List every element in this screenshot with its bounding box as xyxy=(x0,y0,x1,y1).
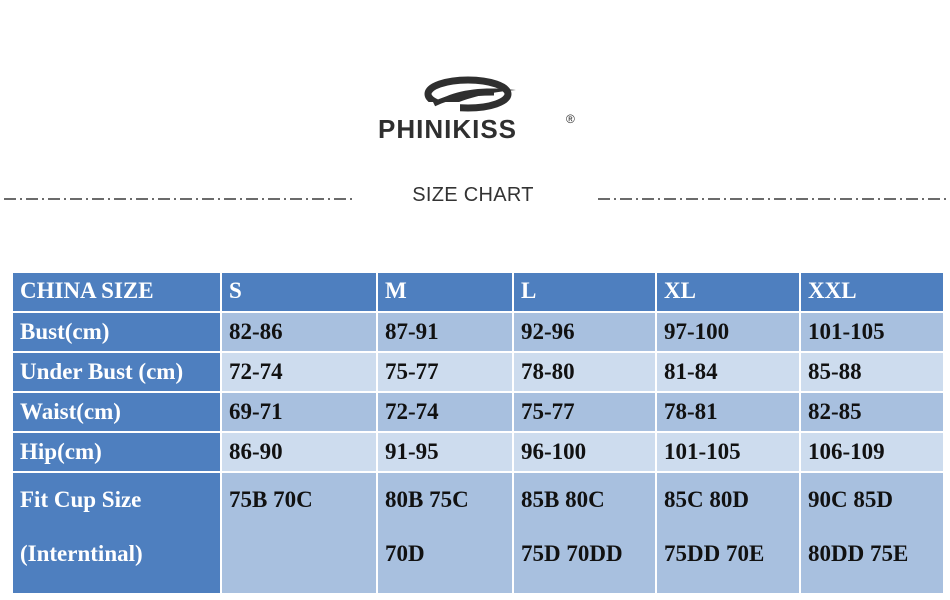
table-cell xyxy=(222,473,376,593)
row-label-waist: Waist(cm) xyxy=(13,393,220,431)
table-cell: 82-85 xyxy=(801,393,943,431)
header-cell-m: M xyxy=(378,273,512,311)
cup-size-line: 80B 75C xyxy=(385,487,469,512)
table-cell: 75-77 xyxy=(378,353,512,391)
table-cell: 101-105 xyxy=(657,433,799,471)
header-cell-xxl: XXL xyxy=(801,273,943,311)
table-cell: 72-74 xyxy=(222,353,376,391)
cup-size-line: 75B 70C xyxy=(229,487,313,512)
table-cell: 69-71 xyxy=(222,393,376,431)
table-cell: 78-80 xyxy=(514,353,655,391)
table-cell xyxy=(514,473,655,593)
row-label-line: (Interntinal) xyxy=(20,541,143,566)
table-cell xyxy=(801,473,943,593)
row-label-hip: Hip(cm) xyxy=(13,433,220,471)
table-cell: 106-109 xyxy=(801,433,943,471)
row-label-line: Fit Cup Size xyxy=(20,487,142,512)
table-cell: 91-95 xyxy=(378,433,512,471)
cup-size-line: 80DD 75E xyxy=(808,541,909,566)
table-cell: 75-77 xyxy=(514,393,655,431)
table-cell: 97-100 xyxy=(657,313,799,351)
table-cell xyxy=(657,473,799,593)
table-cell: 72-74 xyxy=(378,393,512,431)
table-cell: 82-86 xyxy=(222,313,376,351)
cup-size-line: 70D xyxy=(385,541,425,566)
cup-size-line: 75DD 70E xyxy=(664,541,765,566)
registered-mark: ® xyxy=(566,112,575,126)
table-cell: 85-88 xyxy=(801,353,943,391)
table-cell: 86-90 xyxy=(222,433,376,471)
brand-logo xyxy=(370,74,590,150)
table-cell: 101-105 xyxy=(801,313,943,351)
row-label-bust: Bust(cm) xyxy=(13,313,220,351)
table-cell xyxy=(378,473,512,593)
table-cell: 87-91 xyxy=(378,313,512,351)
size-chart-title: SIZE CHART xyxy=(412,184,534,206)
table-cell: 78-81 xyxy=(657,393,799,431)
header-cell-china-size: CHINA SIZE xyxy=(13,273,220,311)
table-cell: 96-100 xyxy=(514,433,655,471)
phinikiss-swoosh-icon xyxy=(420,76,520,112)
dash-dot-divider-right xyxy=(598,196,946,202)
table-cell: 92-96 xyxy=(514,313,655,351)
header-cell-s: S xyxy=(222,273,376,311)
header-cell-xl: XL xyxy=(657,273,799,311)
row-label-fit-cup-size xyxy=(13,473,220,593)
header-cell-l: L xyxy=(514,273,655,311)
brand-name: PHINIKISS xyxy=(378,114,518,144)
cup-size-line: 75D 70DD xyxy=(521,541,623,566)
cup-size-line: 85B 80C xyxy=(521,487,605,512)
size-table xyxy=(13,273,933,583)
row-label-under-bust: Under Bust (cm) xyxy=(13,353,220,391)
cup-size-line: 90C 85D xyxy=(808,487,893,512)
cup-size-line: 85C 80D xyxy=(664,487,749,512)
table-cell: 81-84 xyxy=(657,353,799,391)
